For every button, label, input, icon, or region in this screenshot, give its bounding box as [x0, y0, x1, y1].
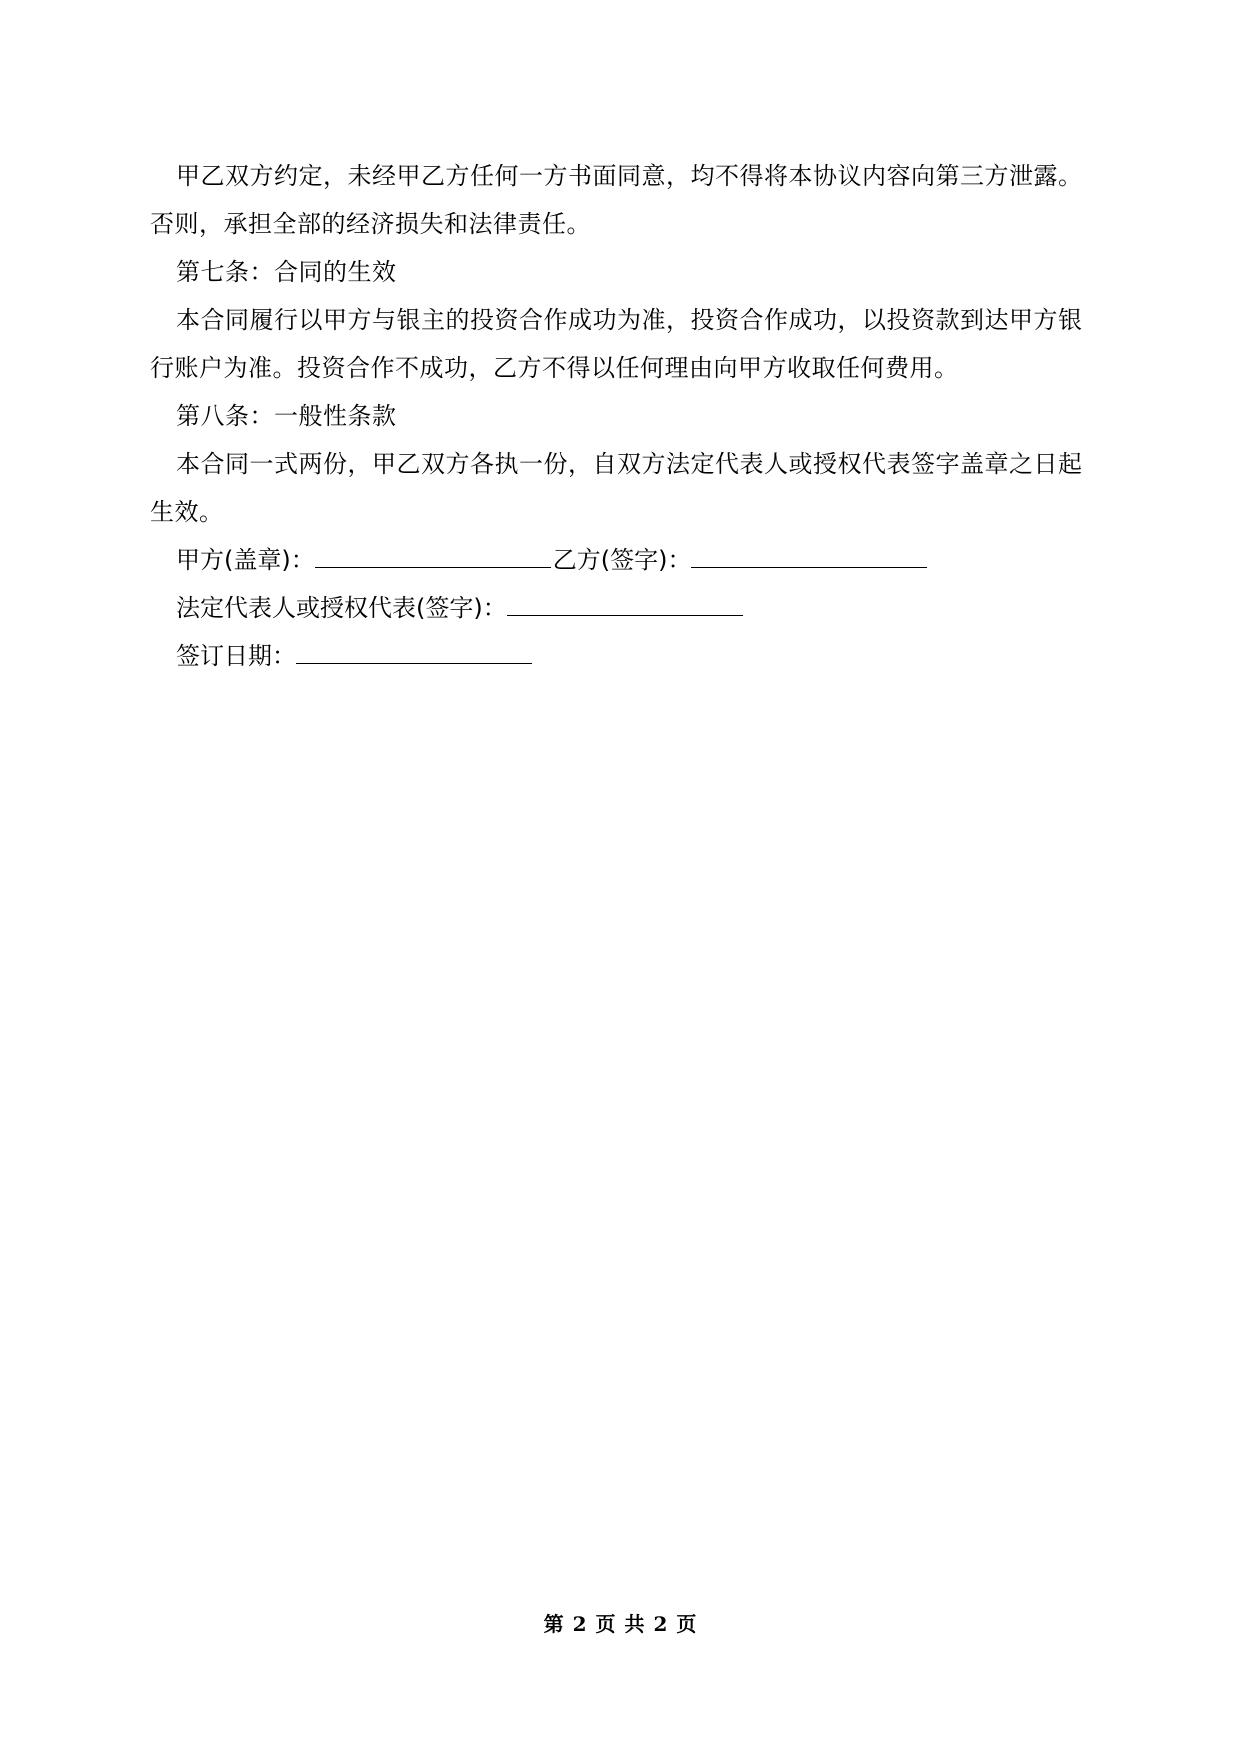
confidentiality-paragraph: 甲乙双方约定，未经甲乙方任何一方书面同意，均不得将本协议内容向第三方泄露。否则，承担全部的经济损失和法律责任。: [150, 162, 1083, 238]
sign-date-label: 签订日期：: [176, 642, 296, 670]
document-body: [150, 152, 1090, 680]
representative-signature-line: [150, 584, 1090, 632]
party-b-blank: [691, 547, 927, 568]
party-a-label: 甲方(盖章)：: [176, 546, 315, 574]
article-8-paragraph: 本合同一式两份，甲乙双方各执一份，自双方法定代表人或授权代表签字盖章之日起生效。: [150, 450, 1083, 526]
article-7-paragraph: 本合同履行以甲方与银主的投资合作成功为准，投资合作成功，以投资款到达甲方银行账户为准。投资合作不成功，乙方不得以任何理由向甲方收取任何费用。: [150, 306, 1083, 382]
representative-label: 法定代表人或授权代表(签字)：: [176, 594, 507, 622]
party-signature-line: [150, 536, 1090, 584]
page-footer: [0, 1612, 1241, 1636]
sign-date-line: [150, 632, 1090, 680]
article-7-heading: 第七条：合同的生效: [176, 258, 397, 286]
page-number: 第 2 页 共 2 页: [543, 1612, 698, 1636]
article-8-heading: 第八条：一般性条款: [176, 402, 397, 430]
sign-date-blank: [296, 643, 532, 664]
party-b-label: 乙方(签字)：: [552, 546, 692, 574]
party-a-blank: [315, 547, 551, 568]
representative-blank: [507, 595, 743, 616]
